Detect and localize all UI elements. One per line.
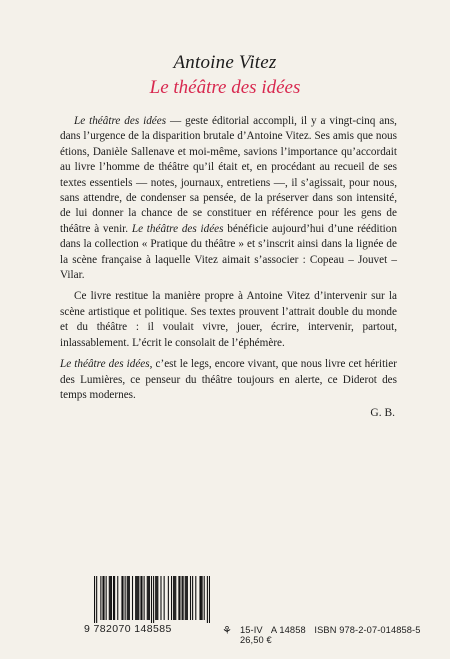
paragraph-1-text: — geste éditorial accompli, il y a vingt-cinq ans, dans l’urgence de la disparition brutale d’Antoine Vitez. Ses amis que nous étions, Danièle Sallenave et moi-même, savions l’importance qu’accordait au livre l’homme de théâtre qu’il était et, en procédant au recueil de ses textes essentiels — notes, journaux, entretiens —, il s’agissait, pour nous, sans attendre, de condenser sa pensée, de la préserver dans son intensité, de lui donner la chance de se constituer en référence pour les gens de théâtre à venir. <box>60 115 397 235</box>
barcode-bar <box>109 576 110 620</box>
barcode-bar <box>164 576 165 620</box>
barcode-bar <box>106 576 107 620</box>
barcode-bar <box>153 576 154 623</box>
publication-codes <box>240 625 450 645</box>
barcode-bar <box>179 576 180 620</box>
paragraph-3 <box>60 357 397 403</box>
barcode-bar <box>171 576 172 620</box>
barcode-bar <box>113 576 114 620</box>
barcode-bar <box>147 576 148 620</box>
isbn: ISBN 978-2-07-014858-5 <box>314 625 421 635</box>
barcode-bar <box>157 576 158 620</box>
barcode-bar <box>190 576 191 620</box>
barcode-bar <box>155 576 156 620</box>
barcode-bar <box>185 576 186 620</box>
signature: G. B. <box>370 407 395 419</box>
back-cover-text <box>60 114 397 403</box>
title-italic: Le théâtre des idées <box>74 115 167 127</box>
barcode-bar <box>182 576 183 620</box>
title-italic: Le théâtre des idées <box>60 358 150 371</box>
barcode-bar <box>201 576 202 620</box>
paragraph-1-text-cont: bénéficie aujourd’hui d’une réédition dans la collection « Pratique du théâtre » et s’inscrit ainsi dans la lignée de la scène française à laquelle Vitez aimait s’associer : Copeau – Jouvet – Vilar. <box>60 222 397 282</box>
barcode-bar <box>111 576 112 620</box>
barcode-bar <box>94 576 95 623</box>
price: 26,50 € <box>240 635 272 645</box>
paragraph-1 <box>60 114 397 283</box>
book-title: Le théâtre des idées <box>149 77 301 98</box>
barcode-bar <box>199 576 200 620</box>
paragraph-2: Ce livre restitue la manière propre à Antoine Vitez d’intervenir sur la scène artistique et politique. Ses textes prouvent l’attrait double du monde et du théâtre : il voulait vivre, jouer, écrire, intervenir, partout, inlassablement. L’écrit le consolait de l’éphémère. <box>60 290 397 349</box>
barcode-bar <box>144 576 145 620</box>
barcode-bar <box>114 576 115 620</box>
barcode-bar <box>151 576 152 623</box>
barcode-bar <box>160 576 161 620</box>
paragraph-3-text: , c’est le legs, encore vivant, que nous livre cet héritier des Lumières, ce penseur du théâtre toujours en alerte, ce Diderot des temps modernes. <box>60 358 397 401</box>
barcode-bar <box>202 576 203 620</box>
barcode-bar <box>135 576 136 620</box>
barcode-bar <box>136 576 137 620</box>
barcode-bar <box>100 576 101 620</box>
barcode-bar <box>192 576 193 620</box>
barcode-bar <box>204 576 205 620</box>
barcode-bar <box>186 576 187 620</box>
title-italic: Le théâtre des idées <box>131 222 224 235</box>
barcode-bar <box>168 576 169 620</box>
barcode-bar <box>148 576 149 620</box>
barcode-bar <box>175 576 176 620</box>
printing-code: 15-IV <box>240 625 263 635</box>
barcode-bar <box>127 576 128 620</box>
barcode-bar <box>207 576 208 623</box>
barcode-bar <box>209 576 210 623</box>
barcode-bar <box>173 576 174 620</box>
barcode-bar <box>178 576 179 620</box>
barcode-bar <box>125 576 126 620</box>
barcode-bar <box>187 576 188 620</box>
barcode-bar <box>122 576 123 620</box>
barcode-bar <box>110 576 111 620</box>
barcode-bar <box>96 576 97 623</box>
barcode-bar <box>149 576 150 620</box>
barcode-bar <box>137 576 138 620</box>
barcode-graphic <box>94 576 210 623</box>
barcode-bar <box>117 576 118 620</box>
barcode-bar <box>141 576 142 620</box>
barcode-bar <box>156 576 157 620</box>
barcode-bar <box>138 576 139 620</box>
barcode-bar <box>128 576 129 620</box>
barcode-bar <box>195 576 196 620</box>
barcode-bar <box>140 576 141 620</box>
barcode-bar <box>121 576 122 620</box>
barcode-bar <box>132 576 133 620</box>
barcode-bar <box>103 576 104 620</box>
recycle-icon: ⚘ <box>222 624 232 637</box>
author-name: Antoine Vitez <box>173 52 277 73</box>
barcode-bar <box>102 576 103 620</box>
barcode-number: 9 782070 148585 <box>84 623 172 635</box>
reference-code: A 14858 <box>270 625 306 635</box>
barcode-bar <box>174 576 175 620</box>
barcode <box>94 576 210 623</box>
barcode-bar <box>183 576 184 620</box>
barcode-bar <box>129 576 130 620</box>
